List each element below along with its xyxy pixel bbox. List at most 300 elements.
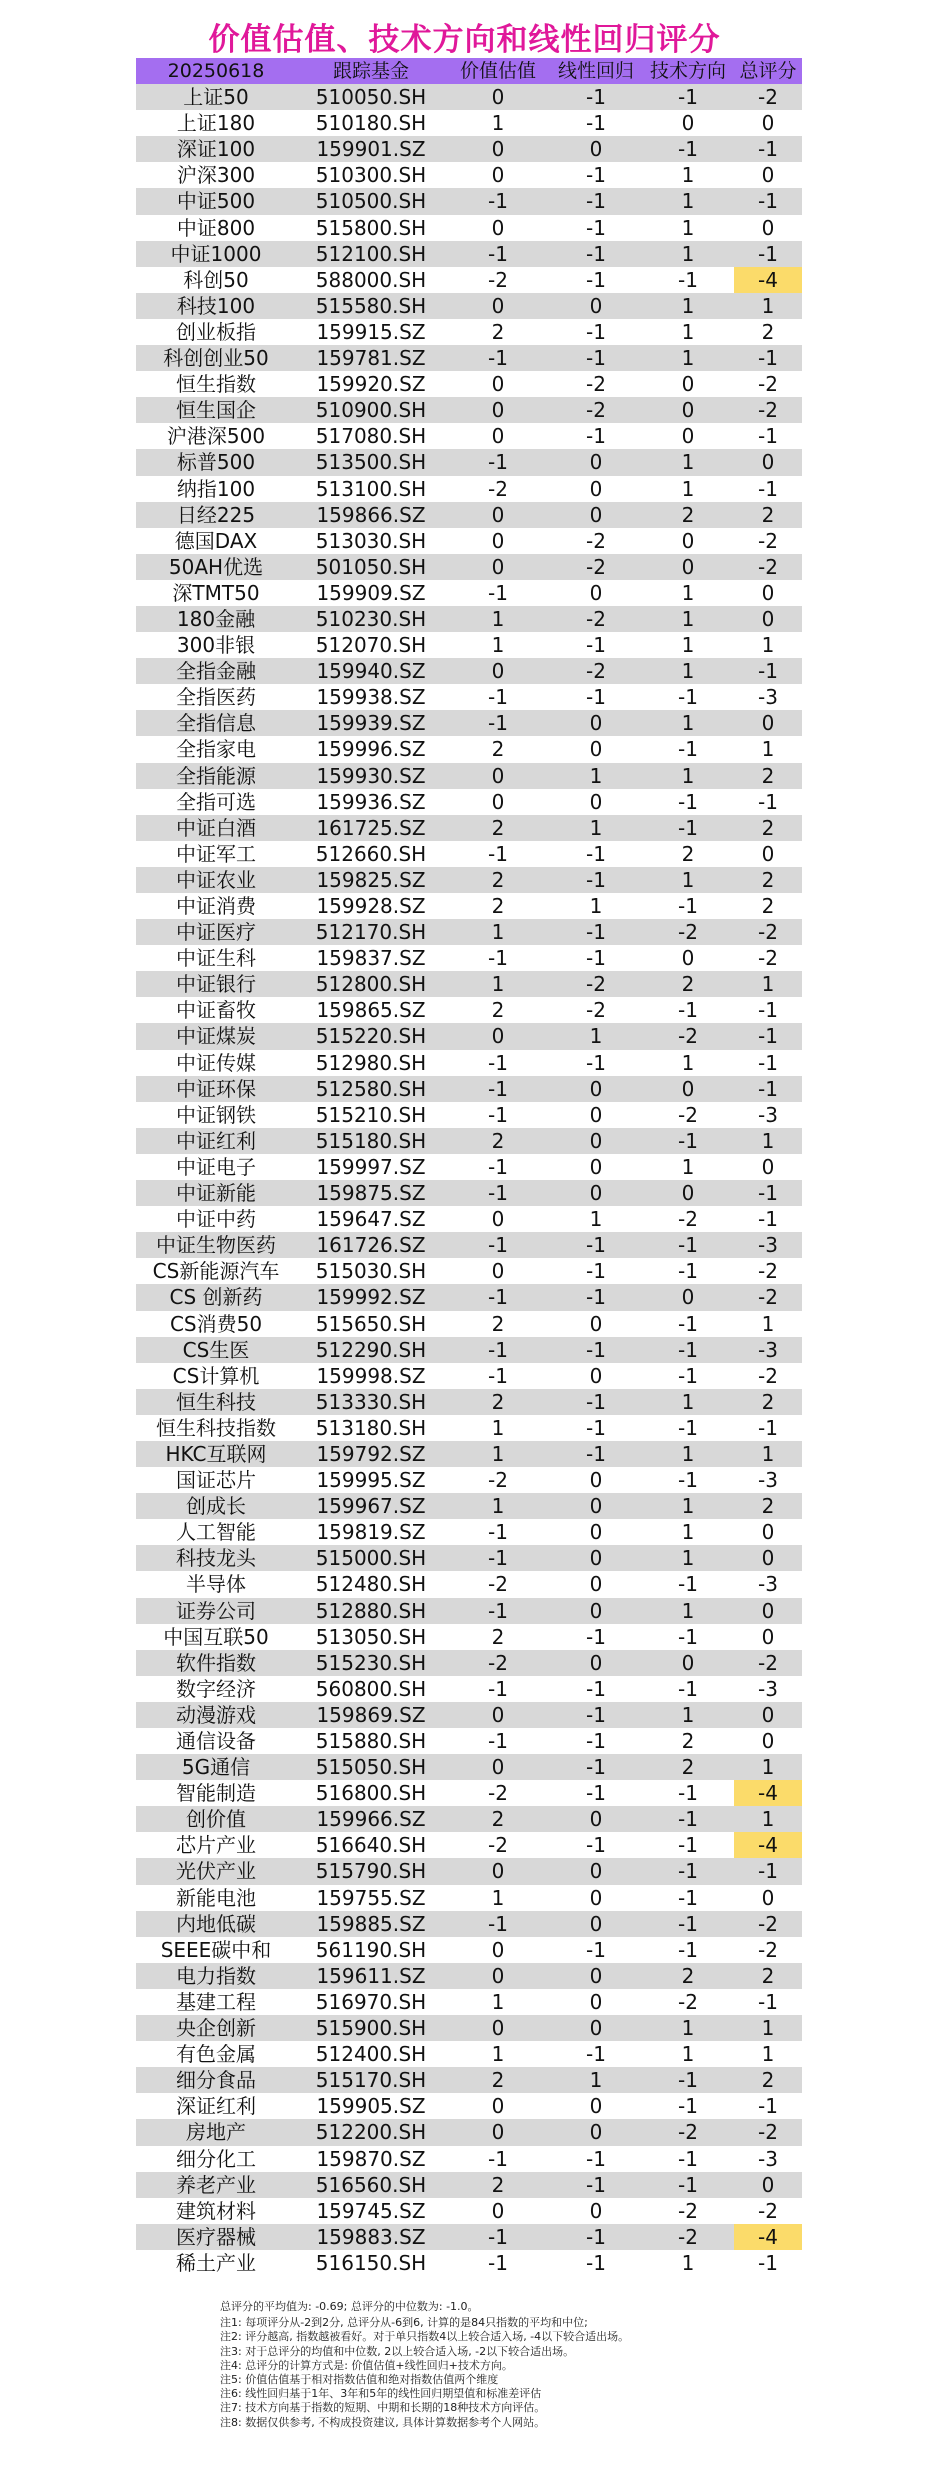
note-line: 注5: 价值估值基于相对指数估值和绝对指数估值两个维度 [220, 2373, 499, 2387]
index-name: 上证180 [136, 110, 296, 136]
regression-score: -1 [550, 1389, 642, 1415]
valuation-score: 0 [446, 397, 550, 423]
fund-code: 512170.SH [296, 919, 446, 945]
fund-code: 159998.SZ [296, 1363, 446, 1389]
index-name: 恒生指数 [136, 371, 296, 397]
fund-code: 510180.SH [296, 110, 446, 136]
total-score: 2 [734, 1963, 802, 1989]
total-score: 0 [734, 1702, 802, 1728]
valuation-score: 1 [446, 1415, 550, 1441]
technical-score: 1 [642, 449, 734, 475]
index-name: 半导体 [136, 1571, 296, 1597]
fund-code: 515000.SH [296, 1545, 446, 1571]
valuation-score: -1 [446, 1676, 550, 1702]
technical-score: 1 [642, 867, 734, 893]
fund-code: 159825.SZ [296, 867, 446, 893]
valuation-score: -1 [446, 2250, 550, 2276]
valuation-score: -1 [446, 1598, 550, 1624]
table-row [136, 1806, 802, 1832]
note-line: 注8: 数据仅供参考, 不构成投资建议, 具体计算数据参考个人网站。 [220, 2415, 546, 2429]
table-row [136, 1154, 802, 1180]
fund-code: 159936.SZ [296, 789, 446, 815]
technical-score: 1 [642, 1702, 734, 1728]
index-name: 中证中药 [136, 1206, 296, 1232]
technical-score: -1 [642, 893, 734, 919]
table-row [136, 293, 802, 319]
regression-score: -2 [550, 554, 642, 580]
table-row [136, 423, 802, 449]
index-name: 中证电子 [136, 1154, 296, 1180]
table-row [136, 319, 802, 345]
fund-code: 516150.SH [296, 2250, 446, 2276]
index-name: 恒生科技 [136, 1389, 296, 1415]
total-score: 0 [734, 1519, 802, 1545]
table-row [136, 1832, 802, 1858]
total-score: -2 [734, 1937, 802, 1963]
total-score: -3 [734, 1571, 802, 1597]
valuation-score: 0 [446, 162, 550, 188]
regression-score: -1 [550, 423, 642, 449]
technical-score: -1 [642, 1911, 734, 1937]
index-name: 中证800 [136, 215, 296, 241]
fund-code: 560800.SH [296, 1676, 446, 1702]
technical-score: 1 [642, 2041, 734, 2067]
technical-score: 1 [642, 632, 734, 658]
table-row [136, 2093, 802, 2119]
total-score: -2 [734, 2119, 802, 2145]
technical-score: 1 [642, 476, 734, 502]
total-score: -3 [734, 1467, 802, 1493]
total-score: -4 [734, 267, 802, 293]
table-row [136, 815, 802, 841]
fund-code: 510900.SH [296, 397, 446, 423]
fund-code: 159745.SZ [296, 2198, 446, 2224]
table-row [136, 2224, 802, 2250]
total-score: -2 [734, 2198, 802, 2224]
technical-score: -1 [642, 789, 734, 815]
valuation-score: 2 [446, 893, 550, 919]
fund-code: 159869.SZ [296, 1702, 446, 1728]
fund-code: 513100.SH [296, 476, 446, 502]
total-score: 2 [734, 319, 802, 345]
fund-code: 159940.SZ [296, 658, 446, 684]
index-name: 全指信息 [136, 710, 296, 736]
fund-code: 515220.SH [296, 1023, 446, 1049]
table-row [136, 658, 802, 684]
index-name: 人工智能 [136, 1519, 296, 1545]
valuation-score: -1 [446, 2146, 550, 2172]
index-name: 标普500 [136, 449, 296, 475]
total-score: 0 [734, 580, 802, 606]
total-score: 0 [734, 215, 802, 241]
regression-score: -2 [550, 971, 642, 997]
total-score: -2 [734, 1363, 802, 1389]
index-name: 中证银行 [136, 971, 296, 997]
total-score: -1 [734, 1415, 802, 1441]
technical-score: 2 [642, 1963, 734, 1989]
total-score: -1 [734, 423, 802, 449]
regression-score: 0 [550, 1076, 642, 1102]
regression-score: 0 [550, 1858, 642, 1884]
valuation-score: 2 [446, 2067, 550, 2093]
total-score: -2 [734, 371, 802, 397]
fund-code: 516970.SH [296, 1989, 446, 2015]
index-name: 软件指数 [136, 1650, 296, 1676]
table-row [136, 1885, 802, 1911]
table-row [136, 2172, 802, 2198]
table-row [136, 1180, 802, 1206]
regression-score: 0 [550, 293, 642, 319]
total-score: -1 [734, 2250, 802, 2276]
fund-code: 512880.SH [296, 1598, 446, 1624]
note-line: 注1: 每项评分从-2到2分, 总评分从-6到6, 计算的是84只指数的平均和中位; [220, 2316, 588, 2330]
regression-score: -1 [550, 1702, 642, 1728]
index-name: 恒生国企 [136, 397, 296, 423]
table-row [136, 2198, 802, 2224]
total-score: 0 [734, 1545, 802, 1571]
regression-score: 0 [550, 1545, 642, 1571]
total-score: -2 [734, 1650, 802, 1676]
index-name: 数字经济 [136, 1676, 296, 1702]
valuation-score: 1 [446, 2041, 550, 2067]
regression-score: 0 [550, 1467, 642, 1493]
valuation-score: 1 [446, 110, 550, 136]
total-score: -1 [734, 1206, 802, 1232]
valuation-score: -1 [446, 684, 550, 710]
fund-code: 588000.SH [296, 267, 446, 293]
table-row [136, 1363, 802, 1389]
total-score: -1 [734, 345, 802, 371]
technical-score: -1 [642, 2067, 734, 2093]
fund-code: 159875.SZ [296, 1180, 446, 1206]
valuation-score: 0 [446, 554, 550, 580]
note-line: 注2: 评分越高, 指数越被看好。对于单只指数4以上较合适入场, -4以下较合适出场。 [220, 2330, 630, 2344]
table-row [136, 736, 802, 762]
regression-score: 0 [550, 1493, 642, 1519]
regression-score: -1 [550, 2146, 642, 2172]
index-name: 中证传媒 [136, 1050, 296, 1076]
technical-score: -1 [642, 1780, 734, 1806]
valuation-score: -2 [446, 1571, 550, 1597]
technical-score: 1 [642, 2015, 734, 2041]
total-score: -1 [734, 241, 802, 267]
technical-score: 0 [642, 371, 734, 397]
technical-score: -1 [642, 1258, 734, 1284]
valuation-score: 2 [446, 1624, 550, 1650]
fund-code: 513330.SH [296, 1389, 446, 1415]
fund-code: 513180.SH [296, 1415, 446, 1441]
fund-code: 512480.SH [296, 1571, 446, 1597]
total-score: -2 [734, 1258, 802, 1284]
regression-score: -1 [550, 841, 642, 867]
total-score: 1 [734, 1754, 802, 1780]
index-name: 创价值 [136, 1806, 296, 1832]
valuation-score: 2 [446, 1806, 550, 1832]
fund-code: 515880.SH [296, 1728, 446, 1754]
index-name: 中证农业 [136, 867, 296, 893]
table-row [136, 110, 802, 136]
total-score: 2 [734, 867, 802, 893]
regression-score: 0 [550, 1154, 642, 1180]
index-name: CS 创新药 [136, 1284, 296, 1310]
table-row [136, 2146, 802, 2172]
regression-score: -1 [550, 684, 642, 710]
regression-score: 0 [550, 789, 642, 815]
regression-score: -1 [550, 867, 642, 893]
regression-score: -1 [550, 1337, 642, 1363]
total-score: -3 [734, 1337, 802, 1363]
regression-score: -1 [550, 162, 642, 188]
technical-score: -1 [642, 2146, 734, 2172]
fund-code: 512400.SH [296, 2041, 446, 2067]
technical-score: -2 [642, 919, 734, 945]
fund-code: 159930.SZ [296, 763, 446, 789]
header-regression: 线性回归 [557, 60, 634, 82]
table-row [136, 162, 802, 188]
table-row [136, 1754, 802, 1780]
fund-code: 512290.SH [296, 1337, 446, 1363]
fund-code: 159647.SZ [296, 1206, 446, 1232]
total-score: -2 [734, 554, 802, 580]
fund-code: 513050.SH [296, 1624, 446, 1650]
technical-score: 1 [642, 293, 734, 319]
total-score: -2 [734, 528, 802, 554]
regression-score: -1 [550, 2041, 642, 2067]
technical-score: 0 [642, 1076, 734, 1102]
regression-score: 1 [550, 1206, 642, 1232]
page-title: 价值估值、技术方向和线性回归评分 [208, 22, 721, 58]
total-score: 1 [734, 1441, 802, 1467]
valuation-score: 2 [446, 997, 550, 1023]
index-name: 光伏产业 [136, 1858, 296, 1884]
valuation-score: -1 [446, 945, 550, 971]
total-score: -3 [734, 1102, 802, 1128]
regression-score: -2 [550, 528, 642, 554]
table-row [136, 1728, 802, 1754]
regression-score: -1 [550, 1415, 642, 1441]
fund-code: 561190.SH [296, 1937, 446, 1963]
valuation-score: -2 [446, 476, 550, 502]
valuation-score: 0 [446, 423, 550, 449]
valuation-score: 1 [446, 632, 550, 658]
technical-score: -2 [642, 1023, 734, 1049]
total-score: -1 [734, 136, 802, 162]
table-row [136, 1858, 802, 1884]
technical-score: -2 [642, 2224, 734, 2250]
table-row [136, 1128, 802, 1154]
valuation-score: -1 [446, 1545, 550, 1571]
regression-score: -1 [550, 2172, 642, 2198]
technical-score: 0 [642, 945, 734, 971]
valuation-score: -1 [446, 1337, 550, 1363]
fund-code: 515050.SH [296, 1754, 446, 1780]
technical-score: -1 [642, 1885, 734, 1911]
technical-score: -1 [642, 84, 734, 110]
technical-score: 2 [642, 1754, 734, 1780]
total-score: 2 [734, 815, 802, 841]
regression-score: -1 [550, 1284, 642, 1310]
table-row [136, 1676, 802, 1702]
index-name: 日经225 [136, 502, 296, 528]
fund-code: 159967.SZ [296, 1493, 446, 1519]
table-row [136, 1519, 802, 1545]
table-row [136, 1937, 802, 1963]
regression-score: -2 [550, 997, 642, 1023]
index-name: 中证钢铁 [136, 1102, 296, 1128]
fund-code: 513500.SH [296, 449, 446, 475]
regression-score: -1 [550, 1624, 642, 1650]
fund-code: 159939.SZ [296, 710, 446, 736]
technical-score: 1 [642, 241, 734, 267]
fund-code: 512800.SH [296, 971, 446, 997]
header-valuation: 价值估值 [459, 60, 536, 82]
total-score: 0 [734, 1885, 802, 1911]
technical-score: 1 [642, 319, 734, 345]
header-technical: 技术方向 [649, 60, 726, 82]
table-row [136, 1911, 802, 1937]
table-row [136, 1702, 802, 1728]
note-line: 注6: 线性回归基于1年、3年和5年的线性回归期望值和标准差评估 [220, 2387, 542, 2401]
total-score: -4 [734, 1832, 802, 1858]
table-row [136, 1415, 802, 1441]
regression-score: 0 [550, 2198, 642, 2224]
fund-code: 512200.SH [296, 2119, 446, 2145]
index-name: 养老产业 [136, 2172, 296, 2198]
technical-score: 2 [642, 502, 734, 528]
table-row [136, 971, 802, 997]
table-row [136, 1467, 802, 1493]
index-name: 中证医疗 [136, 919, 296, 945]
table-row [136, 841, 802, 867]
table-row [136, 789, 802, 815]
regression-score: 0 [550, 1102, 642, 1128]
regression-score: -1 [550, 1937, 642, 1963]
regression-score: 1 [550, 1023, 642, 1049]
total-score: 2 [734, 1493, 802, 1519]
total-score: -2 [734, 919, 802, 945]
table-row [136, 1493, 802, 1519]
fund-code: 510050.SH [296, 84, 446, 110]
valuation-score: 1 [446, 606, 550, 632]
technical-score: 1 [642, 215, 734, 241]
table-body [136, 84, 802, 2276]
table-row [136, 580, 802, 606]
regression-score: -1 [550, 319, 642, 345]
table-row [136, 2015, 802, 2041]
total-score: -3 [734, 2146, 802, 2172]
technical-score: -1 [642, 1832, 734, 1858]
fund-code: 159781.SZ [296, 345, 446, 371]
table-row [136, 2067, 802, 2093]
total-score: 1 [734, 971, 802, 997]
technical-score: 1 [642, 1441, 734, 1467]
valuation-score: -1 [446, 345, 550, 371]
regression-score: -1 [550, 188, 642, 214]
fund-code: 517080.SH [296, 423, 446, 449]
index-name: 深TMT50 [136, 580, 296, 606]
valuation-score: -1 [446, 2224, 550, 2250]
regression-score: 0 [550, 1885, 642, 1911]
fund-code: 161725.SZ [296, 815, 446, 841]
regression-score: -1 [550, 1441, 642, 1467]
index-name: 央企创新 [136, 2015, 296, 2041]
regression-score: -2 [550, 658, 642, 684]
fund-code: 512070.SH [296, 632, 446, 658]
valuation-score: 0 [446, 1206, 550, 1232]
regression-score: 0 [550, 502, 642, 528]
technical-score: -2 [642, 1989, 734, 2015]
technical-score: -1 [642, 684, 734, 710]
table-row [136, 919, 802, 945]
regression-score: -2 [550, 371, 642, 397]
total-score: -4 [734, 2224, 802, 2250]
total-score: 1 [734, 1806, 802, 1832]
total-score: -2 [734, 945, 802, 971]
regression-score: -1 [550, 2250, 642, 2276]
index-name: 全指家电 [136, 736, 296, 762]
valuation-score: -1 [446, 1180, 550, 1206]
valuation-score: 2 [446, 2172, 550, 2198]
valuation-score: 1 [446, 1493, 550, 1519]
total-score: 0 [734, 1598, 802, 1624]
index-name: 全指金融 [136, 658, 296, 684]
technical-score: -1 [642, 1624, 734, 1650]
technical-score: 1 [642, 1519, 734, 1545]
fund-code: 159819.SZ [296, 1519, 446, 1545]
index-name: 上证50 [136, 84, 296, 110]
regression-score: 0 [550, 1311, 642, 1337]
table-row [136, 1232, 802, 1258]
total-score: 0 [734, 449, 802, 475]
table-row [136, 188, 802, 214]
technical-score: -1 [642, 1337, 734, 1363]
regression-score: -1 [550, 110, 642, 136]
table-row [136, 528, 802, 554]
total-score: -1 [734, 1989, 802, 2015]
regression-score: -1 [550, 919, 642, 945]
regression-score: -1 [550, 1676, 642, 1702]
technical-score: 1 [642, 345, 734, 371]
fund-code: 159997.SZ [296, 1154, 446, 1180]
fund-code: 159905.SZ [296, 2093, 446, 2119]
fund-code: 159966.SZ [296, 1806, 446, 1832]
fund-code: 159996.SZ [296, 736, 446, 762]
fund-code: 161726.SZ [296, 1232, 446, 1258]
regression-score: -1 [550, 945, 642, 971]
technical-score: -1 [642, 1415, 734, 1441]
table-row [136, 215, 802, 241]
technical-score: 1 [642, 1154, 734, 1180]
technical-score: 0 [642, 423, 734, 449]
valuation-score: 0 [446, 1963, 550, 1989]
score-table [136, 58, 802, 2276]
total-score: -1 [734, 1858, 802, 1884]
index-name: 50AH优选 [136, 554, 296, 580]
regression-score: 1 [550, 893, 642, 919]
regression-score: 0 [550, 136, 642, 162]
regression-score: 0 [550, 710, 642, 736]
total-score: 2 [734, 763, 802, 789]
regression-score: -2 [550, 606, 642, 632]
regression-score: -1 [550, 2224, 642, 2250]
total-score: 0 [734, 606, 802, 632]
index-name: 沪深300 [136, 162, 296, 188]
technical-score: -1 [642, 136, 734, 162]
index-name: 全指能源 [136, 763, 296, 789]
note-line: 注7: 技术方向基于指数的短期、中期和长期的18种技术方向评估。 [220, 2401, 546, 2415]
table-row [136, 1284, 802, 1310]
valuation-score: -1 [446, 841, 550, 867]
